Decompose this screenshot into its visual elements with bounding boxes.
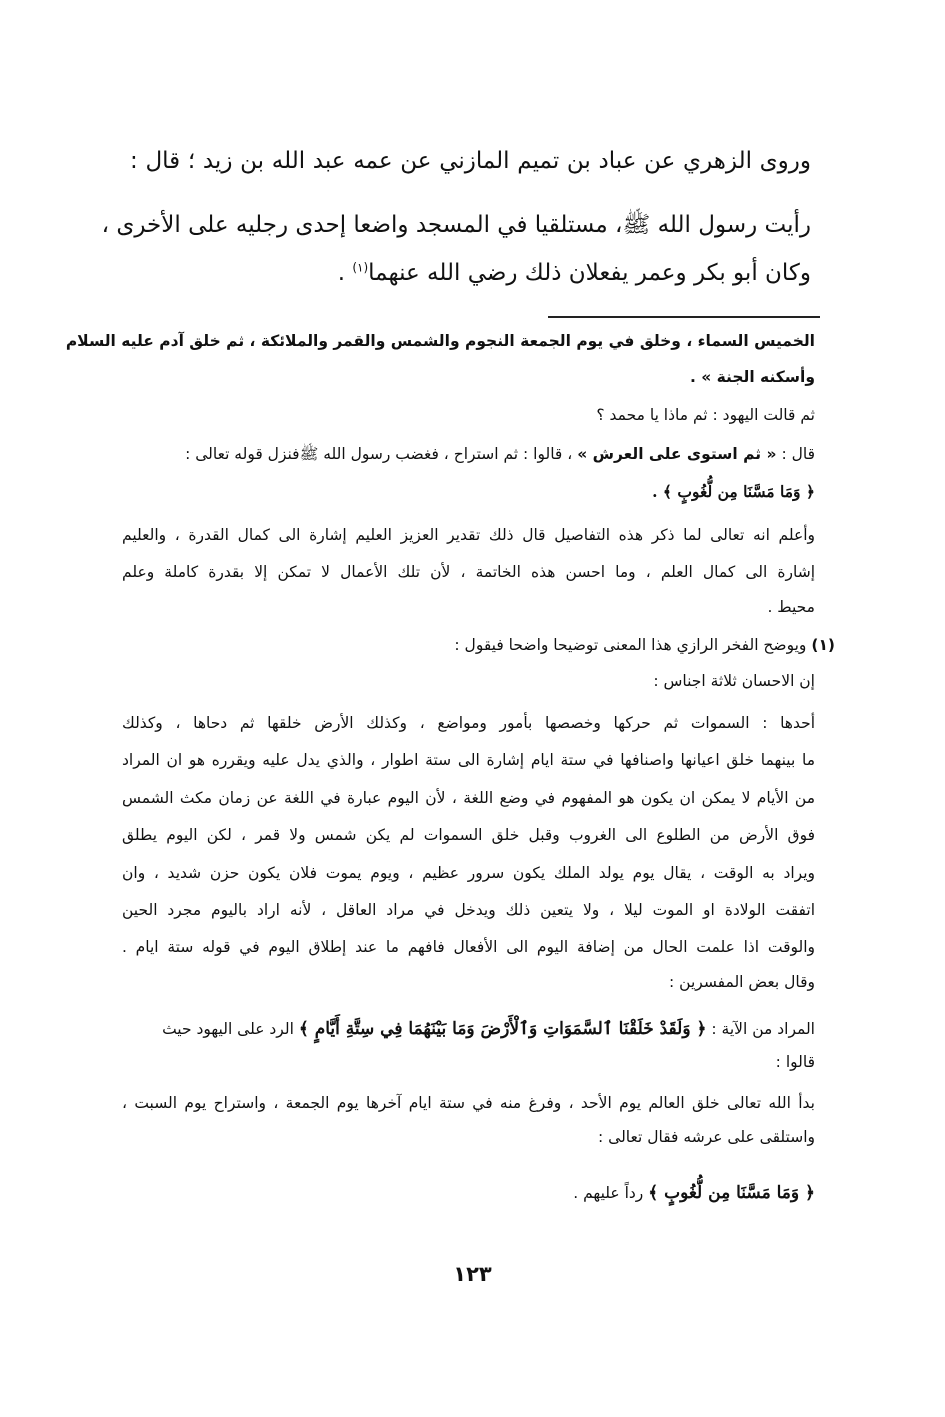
footnote-1-intro: ويوضح الفخر الرازي هذا المعنى توضيحا واضحا فيقول : — [454, 636, 807, 654]
main-line-3-text: وكان أبو بكر وعمر يفعلان ذلك رضي الله عنهما — [368, 260, 811, 286]
note-question: ثم قالت اليهود : ثم ماذا يا محمد ؟ — [596, 406, 815, 424]
footnote-1-para-2: ما بينهما خلق اعيانها واصنافها في ستة ايام إشارة الى ستة اطوار ، والذي يدل عليه ويقرره هو ان المراد — [122, 751, 815, 769]
footnote-1-verse: ﴿ وَلَقَدْ خَلَقْنَا ٱلسَّمَوَاتِ وَٱلْأَرْضَ وَمَا بَيْنَهُمَا فِي سِتَّةِ أَيَّامٍ ﴾ — [298, 1019, 707, 1039]
footnote-1-began-2: واستلقى على عرشه فقال تعالى : — [598, 1128, 815, 1146]
main-line-3-end: . — [337, 260, 353, 286]
footnote-1-marker: (١) — [811, 636, 835, 654]
note-verse: ﴿ وَمَا مَسَّنَا مِن لُّغُوبٍ ﴾ . — [652, 482, 815, 501]
footnote-1-intro-line — [0, 636, 835, 654]
page-number: ١٢٣ — [453, 1262, 492, 1286]
footnote-1-verse-post: الرد على اليهود حيث — [162, 1020, 299, 1038]
note-answer-quote: « ثم استوى على العرش » — [577, 445, 777, 463]
note-closing-2: إشارة الى كمال العلم ، وما احسن هذه الخاتمة ، لأن تلك الأعمال لا تمكن إلا بقدرة كاملة وعلم — [122, 563, 815, 581]
footnote-1-final-line — [0, 1182, 815, 1203]
note-answer — [0, 444, 815, 467]
note-closing-3: محيط . — [767, 598, 815, 616]
footnote-1-para-5: ويراد به الوقت ، يقال يوم يولد الملك يكون سرور عظيم ، ويوم يموت فلان يكون حزن شديد ، وان — [122, 864, 815, 882]
note-closing-1: وأعلم انه تعالى لما ذكر هذه التفاصيل قال ذلك تقدير العزيز العليم إشارة الى كمال القدرة ، والعليم — [122, 526, 815, 544]
main-line-1: وروى الزهري عن عباد بن تميم المازني عن عمه عبد الله بن زيد ؛ قال : — [130, 148, 811, 174]
note-cont-line-1: الخميس السماء ، وخلق في يوم الجمعة النجوم والشمس والقمر والملائكة ، ثم خلق آدم عليه السلام — [65, 332, 815, 350]
footnote-1-commentators: وقال بعض المفسرين : — [669, 973, 815, 991]
footnote-1-verse-pre: المراد من الآية : — [706, 1020, 815, 1038]
footnote-1-heading: إن الاحسان ثلاثة اجناس : — [653, 672, 815, 690]
footnote-1-para-3: من الأيام لا يمكن ان يكون هو المفهوم في وضع اللغة ، لأن اليوم عبارة في اللغة عن زمان مكث الشمس — [122, 789, 815, 807]
footnote-1-para-6: اتفقت الولادة او الموت ليلا ، ولا يتعين ذلك ويدخل في مراد العاقل ، لأنه اراد باليوم مجرد الحين — [122, 901, 815, 919]
footnote-1-they-said: قالوا : — [775, 1053, 815, 1071]
footnote-1-verse-line — [122, 1018, 815, 1039]
main-line-3 — [0, 260, 811, 286]
footnote-ref-1: (١) — [352, 260, 369, 275]
footnote-separator — [548, 316, 820, 318]
footnote-1-para-1: أحدها : السموات ثم حركها وخصصها بأمور ومواضع ، وكذلك الأرض خلقها ثم دحاها ، وكذلك — [122, 714, 815, 732]
footnote-1-began-1: بدأ الله تعالى خلق العالم يوم الأحد ، وفرغ منه في ستة ايام آخرها يوم الجمعة ، واستراح يوم السبت ، — [122, 1094, 815, 1112]
note-cont-line-2: وأسكنه الجنة » . — [689, 368, 815, 386]
note-answer-post: ، قالوا : ثم استراح ، فغضب رسول الله ﷺفنزل قوله تعالى : — [185, 445, 578, 463]
footnote-1-para-4: فوق الأرض من الطلوع الى الغروب وقبل خلق السموات لم يكن شمس ولا قمر ، لكن اليوم يطلق — [122, 826, 815, 844]
footnote-1-para-7: والوقت اذا علمت الحال من إضافة اليوم الى الأفعال فافهم ما عند إطلاق اليوم في قوله ستة ايام . — [122, 938, 815, 956]
footnote-1-final-post: رداً عليهم . — [573, 1184, 649, 1202]
note-answer-pre: قال : — [776, 445, 815, 463]
main-line-2: رأيت رسول الله ﷺ، مستلقيا في المسجد واضعا إحدى رجليه على الأخرى ، — [101, 212, 811, 238]
footnote-1-final-verse: ﴿ وَمَا مَسَّنَا مِن لُّغُوبٍ ﴾ — [648, 1183, 815, 1203]
